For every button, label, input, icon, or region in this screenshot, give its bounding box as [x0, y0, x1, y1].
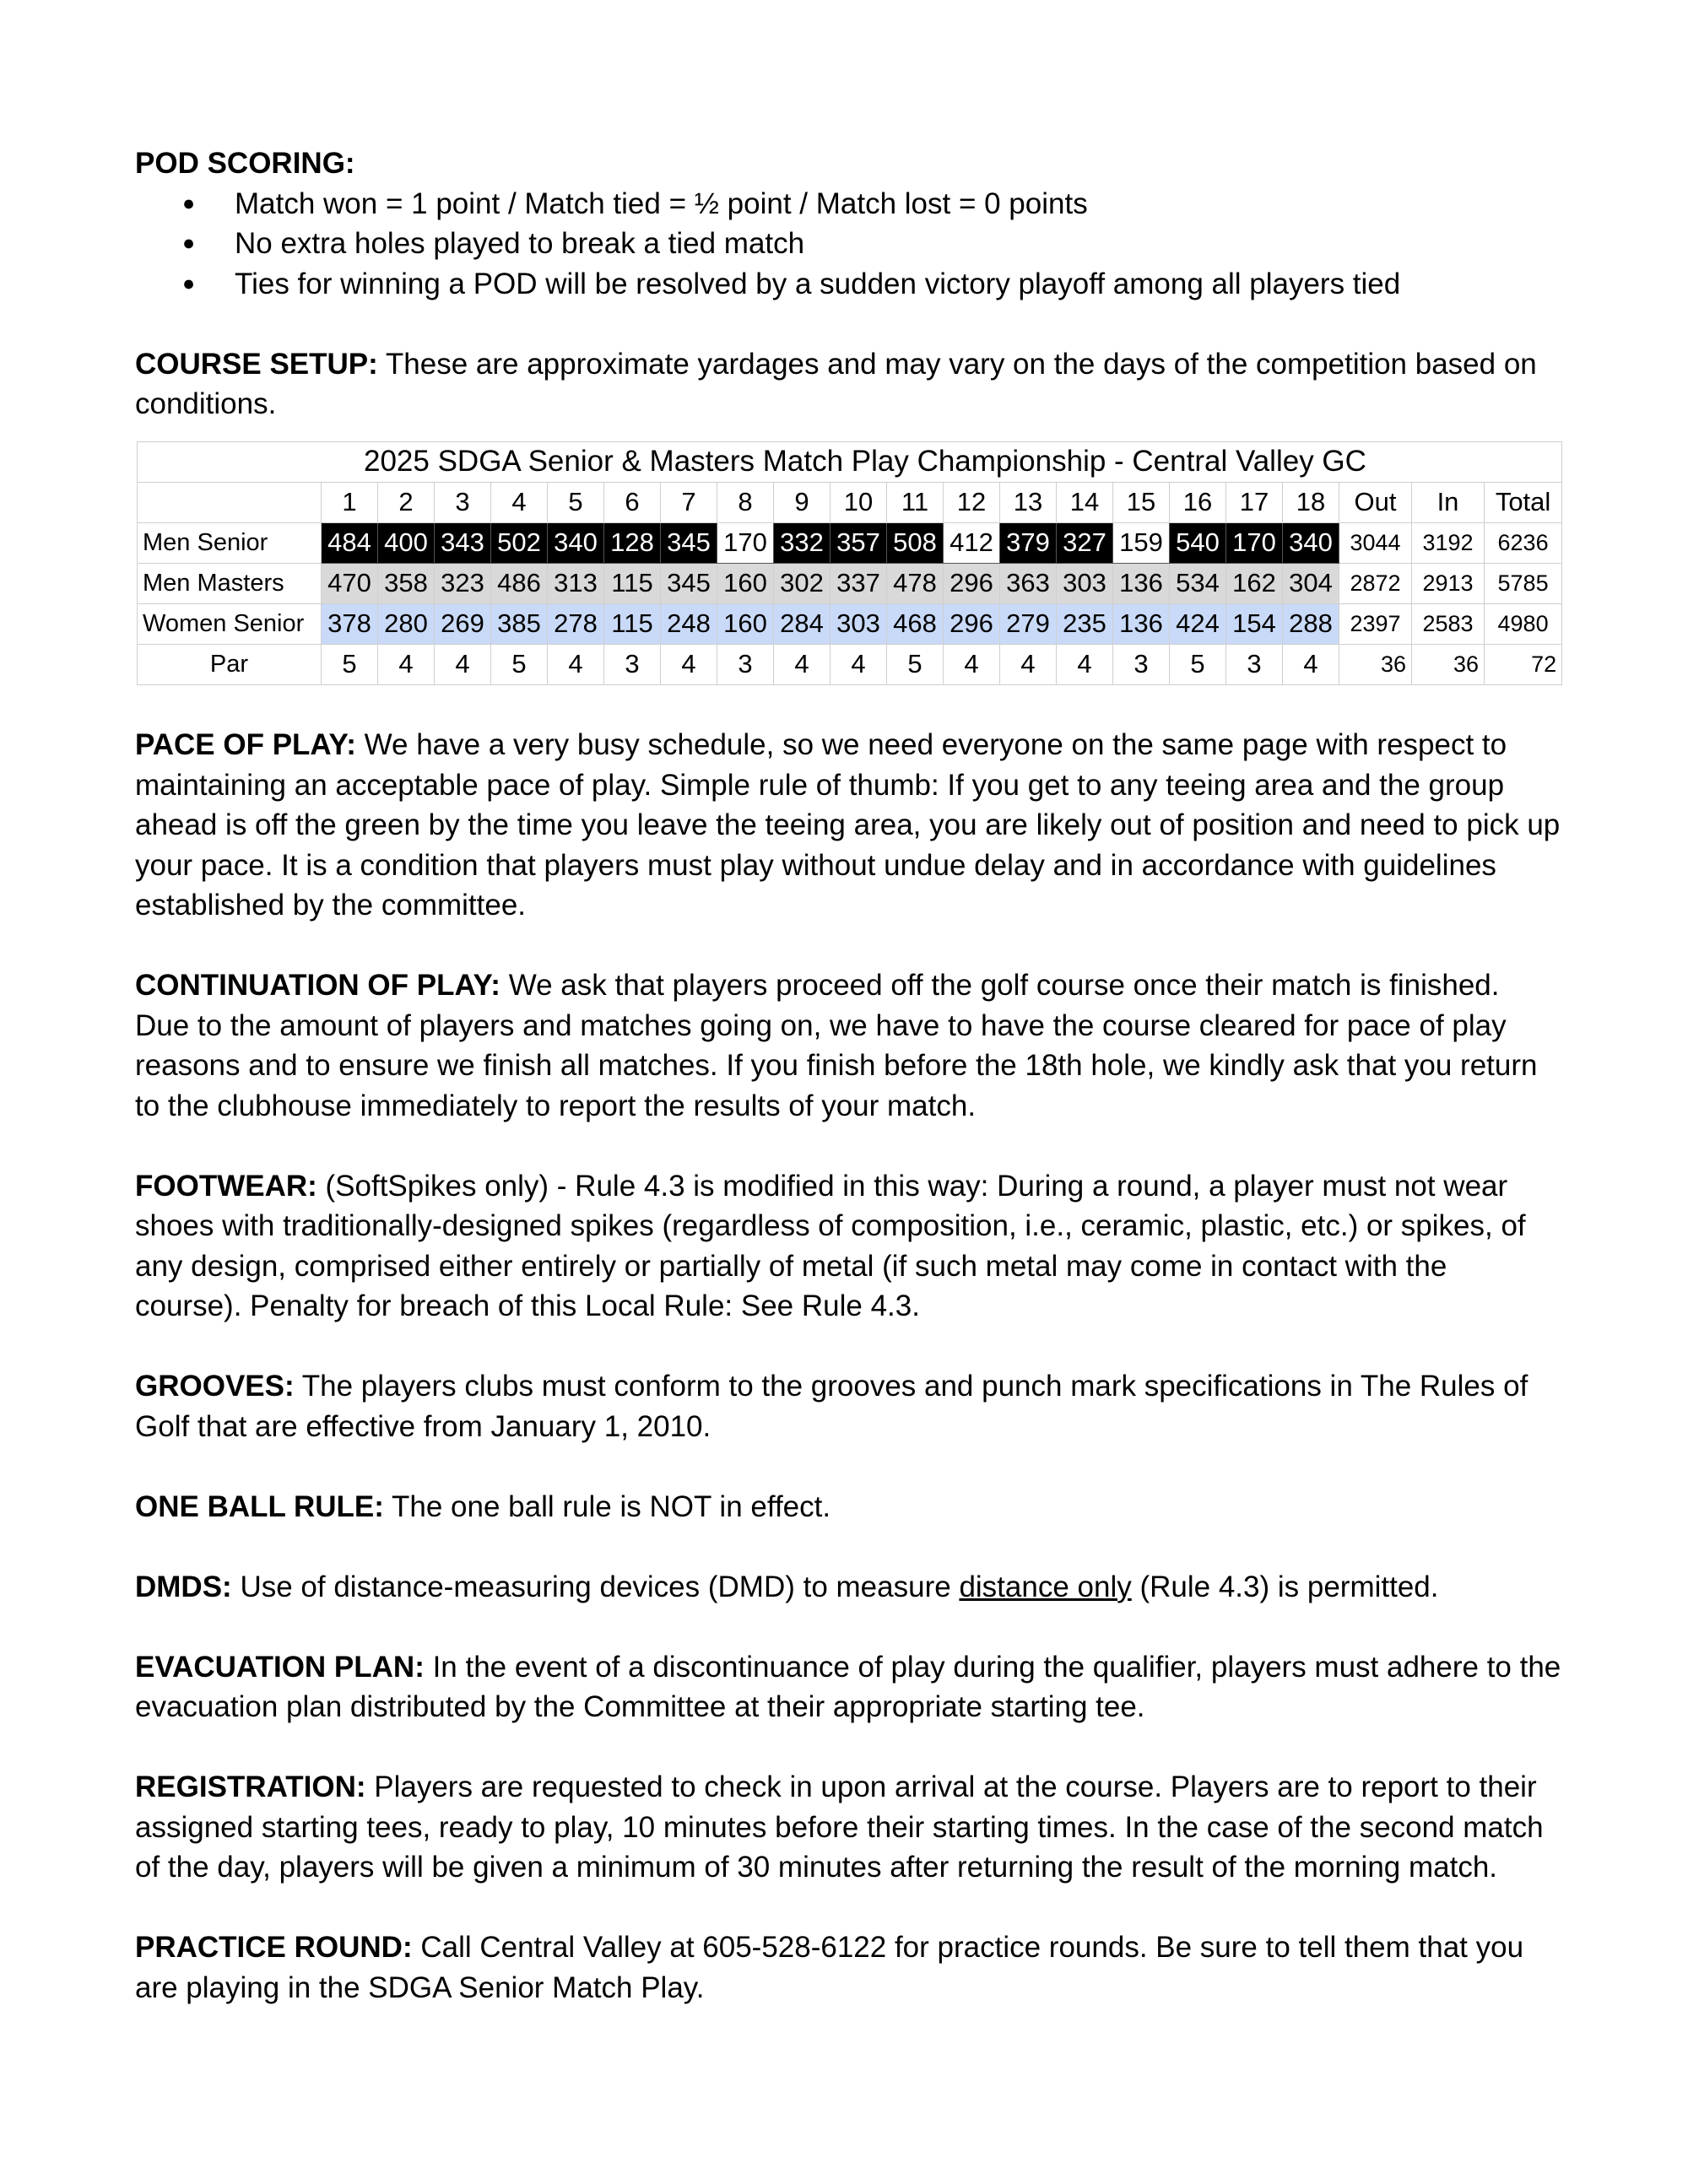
practice-round-heading: PRACTICE ROUND:: [135, 1931, 413, 1964]
out-total-cell: 3044: [1339, 522, 1412, 563]
pod-scoring-list: [135, 184, 1561, 305]
hole-number-cell: 14: [1057, 482, 1113, 522]
course-setup-text: These are approximate yardages and may vary on the days of the competition based on conditions.: [135, 347, 1537, 420]
yardage-cell: 502: [491, 522, 548, 563]
yardage-cell: 332: [774, 522, 830, 563]
dmds-underlined-text: distance only: [959, 1570, 1132, 1603]
yardage-cell: 235: [1057, 603, 1113, 644]
list-item: ● Ties for winning a POD will be resolved by a sudden victory playoff among all players tied: [135, 264, 1561, 305]
yardage-cell: 280: [378, 603, 435, 644]
yardage-cell: 378: [322, 603, 378, 644]
course-setup-section: [135, 344, 1561, 424]
men-senior-row: [138, 522, 1562, 563]
one-ball-heading: ONE BALL RULE:: [135, 1489, 384, 1523]
yardage-cell: 269: [435, 603, 491, 644]
continuation-of-play-section: [135, 965, 1561, 1126]
yardage-cell: 154: [1226, 603, 1283, 644]
scorecard-table: [137, 441, 1561, 685]
yardage-cell: 303: [1057, 563, 1113, 603]
par-cell: 5: [1170, 644, 1226, 684]
total-cell: 5785: [1485, 563, 1562, 603]
list-item: ● No extra holes played to break a tied match: [135, 224, 1561, 264]
yardage-cell: 170: [1226, 522, 1283, 563]
in-par-cell: 36: [1412, 644, 1485, 684]
hole-number-cell: 5: [548, 482, 604, 522]
in-total-cell: 3192: [1412, 522, 1485, 563]
yardage-cell: 340: [1283, 522, 1339, 563]
hole-number-cell: 12: [944, 482, 1000, 522]
yardage-cell: 540: [1170, 522, 1226, 563]
out-total-cell: 2397: [1339, 603, 1412, 644]
hole-number-row: [138, 482, 1562, 522]
document-page: [135, 143, 1561, 2008]
footwear-section: [135, 1166, 1561, 1327]
yardage-cell: 115: [604, 563, 661, 603]
par-cell: 4: [378, 644, 435, 684]
yardage-cell: 358: [378, 563, 435, 603]
one-ball-text: The one ball rule is NOT in effect.: [383, 1489, 831, 1523]
hole-number-cell: 4: [491, 482, 548, 522]
yardage-cell: 136: [1113, 563, 1170, 603]
yardage-cell: 486: [491, 563, 548, 603]
practice-round-section: [135, 1927, 1561, 2008]
scorecard-title: 2025 SDGA Senior & Masters Match Play Championship - Central Valley GC: [138, 441, 1562, 482]
par-cell: 5: [322, 644, 378, 684]
par-cell: 4: [774, 644, 830, 684]
par-cell: 5: [491, 644, 548, 684]
row-label: Men Senior: [138, 522, 322, 563]
par-cell: 3: [1226, 644, 1283, 684]
yardage-cell: 170: [717, 522, 774, 563]
pod-scoring-heading: POD SCORING:: [135, 147, 355, 180]
course-setup-heading: COURSE SETUP:: [135, 347, 378, 381]
pod-scoring-section: [135, 143, 1561, 184]
yardage-cell: 160: [717, 603, 774, 644]
yardage-cell: 248: [661, 603, 717, 644]
yardage-cell: 304: [1283, 563, 1339, 603]
pace-of-play-text: We have a very busy schedule, so we need everyone on the same page with respect to maintaining an acceptable pace of play. Simple rule of thumb: If you get to any teeing area and the group ahead is off the green by the time you leave the teeing area, you are likely out of position and need to pick up your pace. It is a condition that players must play without undue delay and in accordance with guidelines established by the committee.: [135, 728, 1561, 922]
yardage-cell: 302: [774, 563, 830, 603]
hole-number-cell: 1: [322, 482, 378, 522]
yardage-cell: 115: [604, 603, 661, 644]
continuation-of-play-text: We ask that players proceed off the golf course once their match is finished. Due to the amount of players and matches going on, we have to have the course cleared for pace of play reasons and to ensure we finish all matches. If you finish before the 18th hole, we kindly ask that you return to the clubhouse immediately to report the results of your match.: [135, 969, 1538, 1122]
row-label: Men Masters: [138, 563, 322, 603]
grooves-section: [135, 1366, 1561, 1446]
hole-number-cell: 18: [1283, 482, 1339, 522]
yardage-cell: 385: [491, 603, 548, 644]
registration-text: Players are requested to check in upon arrival at the course. Players are to report to their assigned starting tees, ready to play, 10 minutes before their starting times. In the case of the second match of the day, players will be given a minimum of 30 minutes after returning the result of the morning match.: [135, 1770, 1544, 1884]
yardage-cell: 288: [1283, 603, 1339, 644]
hole-number-cell: 8: [717, 482, 774, 522]
yardage-cell: 337: [830, 563, 887, 603]
list-item: ● Match won = 1 point / Match tied = ½ point / Match lost = 0 points: [135, 184, 1561, 224]
yardage-cell: 508: [887, 522, 944, 563]
yardage-cell: 162: [1226, 563, 1283, 603]
yardage-cell: 284: [774, 603, 830, 644]
yardage-cell: 343: [435, 522, 491, 563]
total-header-cell: Total: [1485, 482, 1562, 522]
row-label: Par: [138, 644, 322, 684]
par-row: [138, 644, 1562, 684]
yardage-cell: 424: [1170, 603, 1226, 644]
par-cell: 4: [1283, 644, 1339, 684]
women-senior-row: [138, 603, 1562, 644]
dmds-heading: DMDS:: [135, 1570, 232, 1603]
total-par-cell: 72: [1485, 644, 1562, 684]
yardage-cell: 379: [1000, 522, 1057, 563]
yardage-cell: 323: [435, 563, 491, 603]
yardage-cell: 278: [548, 603, 604, 644]
out-total-cell: 2872: [1339, 563, 1412, 603]
hole-number-cell: 7: [661, 482, 717, 522]
yardage-cell: 468: [887, 603, 944, 644]
hole-number-cell: 3: [435, 482, 491, 522]
registration-section: [135, 1767, 1561, 1888]
footwear-text: (SoftSpikes only) - Rule 4.3 is modified in this way: During a round, a player must not wear shoes with traditionally-designed spikes (regardless of composition, i.e., ceramic, plastic, etc.) or spikes, of any design, comprised either entirely or partially of metal (if such metal may come in contact with the course). Penalty for breach of this Local Rule: See Rule 4.3.: [135, 1169, 1526, 1322]
yardage-cell: 159: [1113, 522, 1170, 563]
total-cell: 4980: [1485, 603, 1562, 644]
yardage-cell: 412: [944, 522, 1000, 563]
grooves-heading: GROOVES:: [135, 1370, 295, 1403]
footwear-heading: FOOTWEAR:: [135, 1169, 317, 1203]
yardage-cell: 296: [944, 563, 1000, 603]
par-cell: 3: [604, 644, 661, 684]
hole-number-cell: 6: [604, 482, 661, 522]
hole-number-cell: 15: [1113, 482, 1170, 522]
hole-number-cell: 2: [378, 482, 435, 522]
dmds-section: [135, 1567, 1561, 1608]
yardage-cell: 340: [548, 522, 604, 563]
hole-number-cell: 16: [1170, 482, 1226, 522]
practice-round-text: Call Central Valley at 605-528-6122 for practice rounds. Be sure to tell them that you are playing in the SDGA Senior Match Play.: [135, 1931, 1524, 2004]
yardage-cell: 470: [322, 563, 378, 603]
row-label: Women Senior: [138, 603, 322, 644]
par-cell: 4: [661, 644, 717, 684]
yardage-cell: 296: [944, 603, 1000, 644]
yardage-cell: 345: [661, 563, 717, 603]
evacuation-text: In the event of a discontinuance of play during the qualifier, players must adhere to the evacuation plan distributed by the Committee at their appropriate starting tee.: [135, 1650, 1561, 1723]
evacuation-section: [135, 1647, 1561, 1727]
par-cell: 3: [1113, 644, 1170, 684]
yardage-cell: 128: [604, 522, 661, 563]
in-total-cell: 2913: [1412, 563, 1485, 603]
hole-number-cell: 9: [774, 482, 830, 522]
yardage-cell: 400: [378, 522, 435, 563]
dmds-text-before: Use of distance-measuring devices (DMD) to measure: [231, 1570, 960, 1603]
registration-heading: REGISTRATION:: [135, 1770, 366, 1803]
hole-number-cell: 17: [1226, 482, 1283, 522]
out-par-cell: 36: [1339, 644, 1412, 684]
yardage-cell: 160: [717, 563, 774, 603]
par-cell: 4: [548, 644, 604, 684]
par-cell: 4: [944, 644, 1000, 684]
yardage-cell: 478: [887, 563, 944, 603]
yardage-cell: 279: [1000, 603, 1057, 644]
dmds-text-after: (Rule 4.3) is permitted.: [1131, 1570, 1439, 1603]
hole-number-cell: 13: [1000, 482, 1057, 522]
evacuation-heading: EVACUATION PLAN:: [135, 1650, 425, 1684]
par-cell: 4: [435, 644, 491, 684]
corner-cell: [138, 482, 322, 522]
one-ball-section: [135, 1487, 1561, 1527]
out-header-cell: Out: [1339, 482, 1412, 522]
pace-of-play-section: [135, 725, 1561, 926]
yardage-cell: 534: [1170, 563, 1226, 603]
par-cell: 4: [830, 644, 887, 684]
yardage-cell: 357: [830, 522, 887, 563]
par-cell: 3: [717, 644, 774, 684]
yardage-cell: 327: [1057, 522, 1113, 563]
in-total-cell: 2583: [1412, 603, 1485, 644]
men-masters-row: [138, 563, 1562, 603]
par-cell: 4: [1000, 644, 1057, 684]
in-header-cell: In: [1412, 482, 1485, 522]
yardage-cell: 484: [322, 522, 378, 563]
pace-of-play-heading: PACE OF PLAY:: [135, 728, 356, 761]
grooves-text: The players clubs must conform to the grooves and punch mark specifications in The Rules of Golf that are effective from January 1, 2010.: [135, 1370, 1528, 1443]
yardage-cell: 313: [548, 563, 604, 603]
yardage-cell: 345: [661, 522, 717, 563]
yardage-cell: 363: [1000, 563, 1057, 603]
par-cell: 4: [1057, 644, 1113, 684]
hole-number-cell: 10: [830, 482, 887, 522]
par-cell: 5: [887, 644, 944, 684]
hole-number-cell: 11: [887, 482, 944, 522]
yardage-cell: 136: [1113, 603, 1170, 644]
total-cell: 6236: [1485, 522, 1562, 563]
yardage-cell: 303: [830, 603, 887, 644]
continuation-of-play-heading: CONTINUATION OF PLAY:: [135, 969, 500, 1002]
